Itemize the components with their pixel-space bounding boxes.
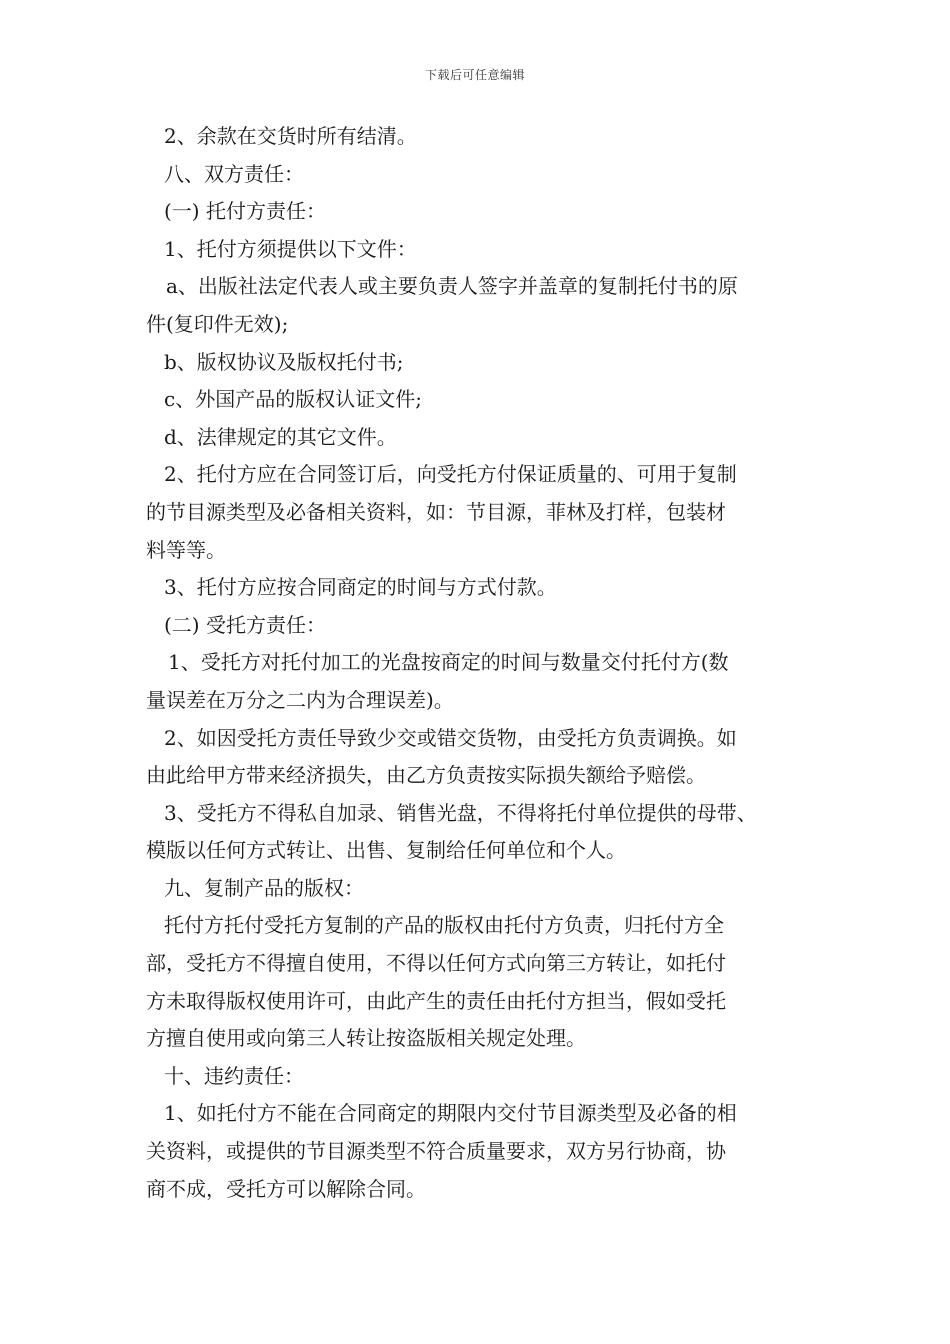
paragraph-continuation: 的节目源类型及必备相关资料，如：节目源，菲林及打样，包装材 <box>146 499 726 524</box>
list-item: c、外国产品的版权认证文件; <box>164 387 422 412</box>
paragraph-line: 托付方托付受托方复制的产品的版权由托付方负责，归托付方全 <box>164 913 724 938</box>
subsection-heading: (二) 受托方责任： <box>164 612 326 637</box>
page-header: 下载后可任意编辑 <box>424 68 525 82</box>
paragraph-continuation: 量误差在万分之二内为合理误差)。 <box>146 687 454 712</box>
paragraph-line: 2、如因受托方责任导致少交或错交货物，由受托方负责调换。如 <box>164 725 737 750</box>
paragraph-line: 3、托付方应按合同商定的时间与方式付款。 <box>164 575 557 600</box>
paragraph-continuation: 方擅自使用或向第三人转让按盗版相关规定处理。 <box>146 1026 586 1051</box>
paragraph-line: 1、受托方对托付加工的光盘按商定的时间与数量交付托付方(数 <box>168 650 729 675</box>
section-heading: 九、复制产品的版权： <box>164 875 364 900</box>
paragraph-continuation: 料等等。 <box>146 537 226 562</box>
list-item: b、版权协议及版权托付书; <box>164 349 404 374</box>
paragraph-continuation: 方未取得版权使用许可，由此产生的责任由托付方担当，假如受托 <box>146 988 726 1013</box>
paragraph-continuation: 部，受托方不得擅自使用，不得以任何方式向第三方转让，如托付 <box>146 951 726 976</box>
paragraph-line: 1、如托付方不能在合同商定的期限内交付节目源类型及必备的相 <box>164 1101 737 1126</box>
list-item-continuation: 件(复印件无效); <box>146 311 289 336</box>
paragraph-line: 2、托付方应在合同签订后，向受托方付保证质量的、可用于复制 <box>164 462 737 487</box>
paragraph-line: 2、余款在交货时所有结清。 <box>164 124 417 148</box>
paragraph-continuation: 由此给甲方带来经济损失，由乙方负责按实际损失额给予赔偿。 <box>146 763 706 788</box>
subsection-heading: (一) 托付方责任： <box>164 199 326 224</box>
list-item: d、法律规定的其它文件。 <box>164 424 397 449</box>
paragraph-continuation: 模版以任何方式转让、出售、复制给任何单位和个人。 <box>146 838 626 863</box>
list-item: a、出版社法定代表人或主要负责人签字并盖章的复制托付书的原 <box>166 274 738 299</box>
section-heading: 十、违约责任： <box>164 1063 304 1088</box>
paragraph-continuation: 商不成，受托方可以解除合同。 <box>146 1176 426 1201</box>
section-heading: 八、双方责任： <box>164 161 304 186</box>
paragraph-line: 3、受托方不得私自加录、销售光盘，不得将托付单位提供的母带、 <box>164 800 757 825</box>
paragraph-continuation: 关资料，或提供的节目源类型不符合质量要求，双方另行协商，协 <box>146 1139 726 1164</box>
document-body <box>146 118 814 1208</box>
paragraph-line: 1、托付方须提供以下文件： <box>164 236 417 261</box>
